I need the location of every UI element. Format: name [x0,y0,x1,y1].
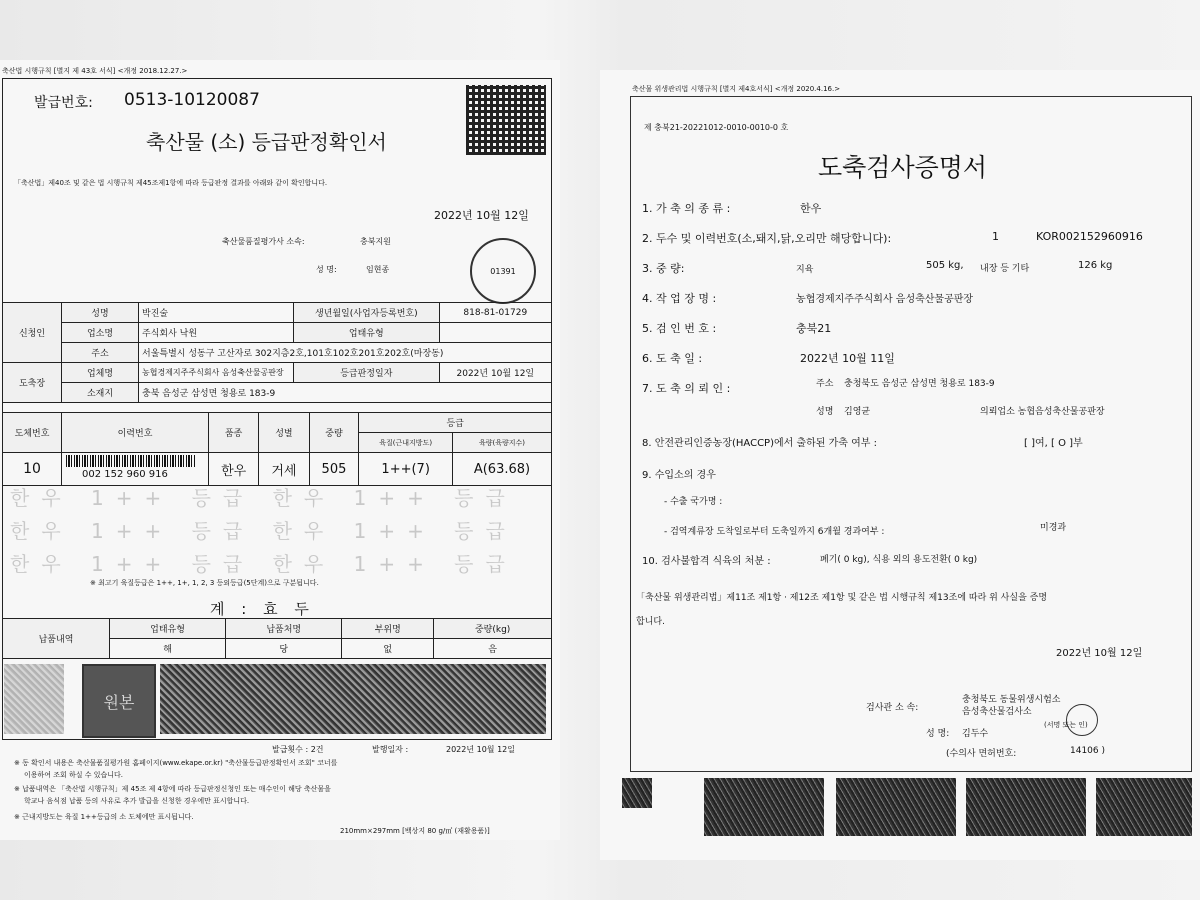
line7-name: 김영균 [844,407,871,417]
security-pattern-2 [836,778,956,836]
trace-cell [62,453,209,486]
col-trace-no: 이력번호 [62,413,209,453]
col-meat-quality: 육질(근내지방도) [359,433,453,453]
line4-label: 4. 작 업 장 명 : [642,292,717,305]
line8-label: 8. 안전관리인증농장(HACCP)에서 출하된 가축 여부 : [642,438,878,449]
line1-label: 1. 가 축 의 종 류 : [642,202,731,215]
issue-number-label: 발급번호: [34,95,93,111]
assessor-name-label: 성 명: [316,265,337,274]
slaughter-inspection-sheet [600,70,1200,860]
total-label: 계 : 효 두 [210,600,315,618]
applicant-section-label: 신청인 [3,303,62,363]
breed-value: 한우 [209,453,259,486]
intro-text: 「축산법」제40조 및 같은 법 시행규칙 제45조제1항에 따라 등급판정 결과를 아래와 같이 확인합니다. [14,179,328,187]
delivery-val-4: 음 [434,639,552,659]
delivery-col-weight: 중량(kg) [434,619,552,639]
applicant-table [2,302,552,403]
line7-business: 의뢰업소 농협음성축산물공판장 [980,407,1105,417]
barcode-icon [66,455,196,467]
biztype-value [439,323,551,343]
form-header-note-right: 축산물 위생관리법 시행규칙 [별지 제4호서식] <개정 2020.4.16.> [632,85,841,93]
grade-date-label: 등급판정일자 [294,363,440,383]
issue-date-label: 발행일자 : [372,745,409,754]
line9b-value: 미경과 [1040,523,1067,533]
delivery-section-label: 납품내역 [3,619,110,659]
meat-grade-value: 1++(7) [359,453,453,486]
line7-name-label: 성명 [816,407,834,417]
birth-label: 생년월일(사업자등록번호) [294,303,440,323]
assessor-name: 임현종 [366,265,390,274]
line9b-label: - 검역계류장 도착일로부터 도축일까지 6개월 경과여부 : [664,527,885,537]
original-stamp-text: 원본 [103,692,135,712]
inspection-date: 2022년 10월 12일 [1056,648,1143,659]
yield-grade-value: A(63.68) [452,453,551,486]
col-grade: 등급 [359,413,552,433]
sex-value: 거세 [259,453,309,486]
note-1: ※ 동 확인서 내용은 축산물품질평가원 홈페이지(www.ekape.or.kr) "축산물등급판정확인서 조회" 코너를 [14,759,338,767]
slaughterhouse-name: 농협경제지주주식회사 음성축산물공판장 [139,363,294,383]
inspector-sign-label: (서명 또는 인) [1044,721,1088,729]
line8-value: [ ]여, [ O ]부 [1024,438,1083,449]
col-carcass-no: 도체번호 [3,413,62,453]
watermark-row-3: 한우 1++ 등급 한우 1++ 등급 [10,552,517,576]
slaughterhouse-location: 충북 음성군 삼성면 청용로 183-9 [139,383,552,403]
line1-value: 한우 [800,202,822,215]
note-3: ※ 근내지방도는 육질 1++등급의 소 도체에만 표시됩니다. [14,813,194,821]
assessor-seal-icon [470,238,536,304]
assessor-org: 충북지원 [360,237,391,246]
delivery-val-2: 당 [226,639,342,659]
line6-label: 6. 도 축 일 : [642,352,703,365]
address-label: 주소 [62,343,139,363]
closing-text: 「축산물 위생관리법」제11조 제1항 · 제12조 제1항 및 같은 법 시행규칙 제13조에 따라 위 사실을 증명 [636,593,1048,603]
delivery-val-1: 해 [110,639,226,659]
line7-addr: 충청북도 음성군 삼성면 청용로 183-9 [844,379,995,389]
line9-label: 9. 수입소의 경우 [642,470,716,481]
line9a-label: - 수출 국가명 : [664,497,723,507]
inspector-org: 충청북도 동물위생시험소 [962,695,1061,705]
line2-count: 1 [992,230,999,243]
delivery-table [2,618,552,659]
col-sex: 성별 [259,413,309,453]
grade-certificate-sheet [0,60,560,840]
security-pattern-left [4,664,64,734]
line5-label: 5. 검 인 번 호 : [642,322,717,335]
inspector-org-2: 음성축산물검사소 [962,707,1032,717]
grade-footnote: ※ 최고기 육질등급은 1++, 1+, 1, 2, 3 등외등급(5단계)으로 구분됩니다. [90,579,319,587]
security-pattern-4 [1096,778,1192,836]
grading-table [2,412,552,486]
closing-text-2: 합니다. [636,617,665,627]
issue-date: 2022년 10월 12일 [446,745,515,754]
line7-label: 7. 도 축 의 뢰 인 : [642,382,731,395]
note-2b: 학교나 음식점 납품 등의 사유로 추가 발급을 신청한 경우에만 표시합니다. [24,797,250,805]
watermark-row-2: 한우 1++ 등급 한우 1++ 등급 [10,519,517,543]
slaughterhouse-label: 업체명 [62,363,139,383]
line3-carcass-weight: 505 kg, [926,260,964,271]
qr-code-icon [466,85,546,155]
watermark-row-1: 한우 1++ 등급 한우 1++ 등급 [10,486,517,510]
form-header-note: 축산법 시행규칙 [별지 제 43호 서식] <개정 2018.12.27.> [2,67,188,75]
applicant-name: 박진술 [139,303,294,323]
name-label: 성명 [62,303,139,323]
line2-label: 2. 두수 및 이력번호(소,돼지,닭,오리만 해당합니다): [642,232,892,245]
line3-label: 3. 중 량: [642,262,685,275]
seal-number: 01391 [490,266,516,276]
paper-size: 210mm×297mm [백상지 80 g/㎡ (재활용품)] [340,827,490,835]
line10-label: 10. 검사불합격 식육의 처분 : [642,556,771,567]
col-weight: 중량 [309,413,359,453]
delivery-val-3: 없 [342,639,434,659]
applicant-address: 서울특별시 성동구 고산자로 302지층2호,101호102호201호202호(마장동) [139,343,552,363]
inspector-org-label: 검사관 소 속: [866,703,919,713]
weight-value: 505 [309,453,359,486]
line4-value: 농협경제지주주식회사 음성축산물공판장 [796,294,974,305]
security-pattern-1 [704,778,824,836]
license-number: 14106 ) [1070,746,1106,756]
issue-number: 0513-10120087 [124,90,260,110]
note-2: ※ 납품내역은 「축산법 시행규칙」제 45조 제 4항에 따라 등급판정신청인 또는 매수인이 해당 축산물을 [14,785,331,793]
issue-count: 발급횟수 : 2건 [272,745,324,754]
line3-other-label: 내장 등 기타 [980,264,1030,274]
trace-number: 002 152 960 916 [82,469,168,480]
line5-value: 충북21 [796,322,832,335]
carcass-number: 10 [3,453,62,486]
col-breed: 품종 [209,413,259,453]
line3-kind: 지육 [796,265,814,275]
original-stamp-icon [82,664,156,738]
company-label: 업소명 [62,323,139,343]
document-title: 축산물 (소) 등급판정확인서 [146,130,387,154]
line6-value: 2022년 10월 11일 [800,352,895,365]
slaughterhouse-section-label: 도축장 [3,363,62,403]
delivery-col-type: 업태유형 [110,619,226,639]
line2-trace: KOR002152960916 [1036,230,1143,243]
line10-value: 폐기( 0 kg), 식용 외의 용도전환( 0 kg) [820,555,978,565]
certificate-date: 2022년 10월 12일 [434,209,529,222]
delivery-col-part: 부위명 [342,619,434,639]
inspection-title: 도축검사증명서 [818,153,988,182]
col-yield: 육량(육량지수) [452,433,551,453]
business-number: 818-81-01729 [439,303,551,323]
grade-date: 2022년 10월 12일 [439,363,551,383]
security-mark-small [622,778,652,808]
inspector-seal-icon [1066,704,1098,736]
line7-addr-label: 주소 [816,379,834,389]
document-number: 제 충북21-20221012-0010-0010-0 호 [644,123,789,132]
location-label: 소재지 [62,383,139,403]
inspector-name-label: 성 명: [926,729,950,739]
line3-other-weight: 126 kg [1078,260,1113,271]
inspector-name: 김두수 [962,729,989,739]
security-pattern-3 [966,778,1086,836]
note-1b: 이용하여 조회 하실 수 있습니다. [24,771,124,779]
company-name: 주식회사 낙원 [139,323,294,343]
biztype-label: 업태유형 [294,323,440,343]
security-pattern-main [160,664,546,734]
license-label: (수의사 면허번호: [946,749,1017,759]
delivery-col-dest: 납품처명 [226,619,342,639]
assessor-org-label: 축산물품질평가사 소속: [222,237,305,246]
